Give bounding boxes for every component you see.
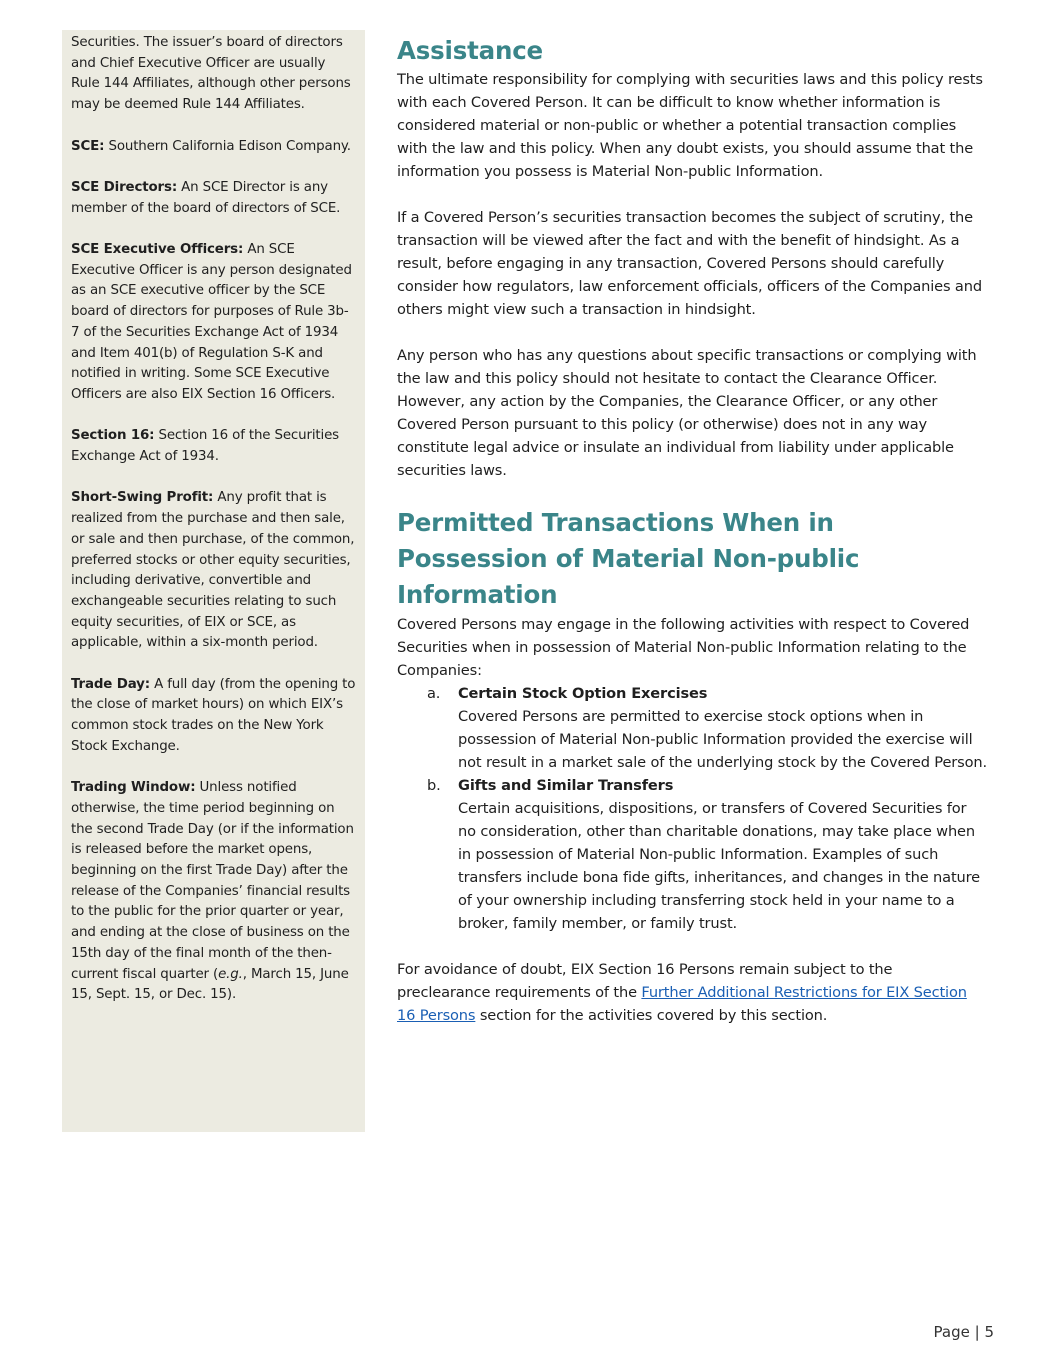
definition-section-16 xyxy=(71,426,356,467)
definition-short-swing-profit xyxy=(71,488,356,654)
definition-sce xyxy=(71,137,356,158)
list-item-title: Gifts and Similar Transfers xyxy=(458,777,674,794)
definition-text: Southern California Edison Company. xyxy=(104,138,351,154)
definition-intro: Securities. The issuer’s board of directors and Chief Executive Officer are usually Rule 144 Affiliates, although other persons may be deemed Rule 144 Affiliates. xyxy=(71,35,351,113)
further-restrictions-link[interactable]: Further Additional Restrictions for EIX Section 16 Persons xyxy=(397,984,967,1024)
definition-text: An SCE Executive Officer is any person designated as an SCE executive officer by the SCE board of directors for purposes of Rule 3b-7 of the Securities Exchange Act of 1934 and Item 401(b) of Regulation S-K and notified in writing. Some SCE Executive Officers are also EIX Section 16 Officers. xyxy=(71,241,352,402)
definition-trading-window xyxy=(71,778,356,1006)
list-item xyxy=(397,774,987,935)
assistance-section xyxy=(397,34,987,482)
assistance-paragraph: Any person who has any questions about specific transactions or complying with the law and this policy should not hesitate to contact the Clearance Officer. However, any action by the Companies, the Clearance Officer, or any other Covered Person pursuant to this policy (or otherwise) does not in any way constitute legal advice or insulate an individual from liability under applicable securities laws. xyxy=(397,347,977,479)
definition-text: Section 16 of the Securities Exchange Act of 1934. xyxy=(71,428,339,464)
definition-term: Section 16: xyxy=(71,428,155,444)
definition-term: SCE Directors: xyxy=(71,179,178,195)
assistance-paragraph: If a Covered Person’s securities transaction becomes the subject of scrutiny, the transaction will be viewed after the fact and with the benefit of hindsight. As a result, before engaging in any transaction, Covered Persons should carefully consider how regulators, law enforcement officials, officers of the Companies and others might view such a transaction in hindsight. xyxy=(397,209,982,318)
definition-text: A full day (from the opening to the close of market hours) on which EIX’s common stock trades on the New York Stock Exchange. xyxy=(71,676,356,754)
definition-eg: e.g. xyxy=(218,966,243,982)
definition-text-end: , March 15, June 15, Sept. 15, or Dec. 15). xyxy=(71,966,349,1003)
permitted-transactions-heading: Permitted Transactions When in Possession of Material Non-public Information xyxy=(397,508,860,609)
list-marker: a. xyxy=(427,685,441,702)
list-item-body: Covered Persons are permitted to exercise stock options when in possession of Material Non-public Information provided the exercise will not result in a market sale of the underlying stock by the Covered Person. xyxy=(458,708,987,771)
permitted-list xyxy=(397,682,987,935)
list-item-title: Certain Stock Option Exercises xyxy=(458,685,708,702)
definition-term: SCE: xyxy=(71,138,105,154)
definition-text: Any profit that is realized from the purchase and then sale, or sale and then purchase, of the common, preferred stocks or other equity securities, including derivative, convertible and exchangeable securities relating to such equity securities, of EIX or SCE, as applicable, within a six-month period. xyxy=(71,490,355,651)
definition-sce-directors xyxy=(71,178,356,219)
assistance-heading: Assistance xyxy=(397,36,543,65)
page-number: Page | 5 xyxy=(933,1323,994,1341)
definition-term: Trade Day: xyxy=(71,676,150,692)
list-item xyxy=(397,682,987,774)
main-content xyxy=(397,34,987,1050)
definition-text: An SCE Director is any member of the board of directors of SCE. xyxy=(71,179,341,216)
closing-text-before: For avoidance of doubt, EIX Section 16 Persons remain subject to the preclearance requirements of the xyxy=(397,961,893,1001)
definition-term: Trading Window: xyxy=(71,780,196,796)
definitions-sidebar xyxy=(62,30,365,1132)
definition-term: SCE Executive Officers: xyxy=(71,241,244,257)
definition-trade-day xyxy=(71,675,356,758)
definition-sce-executive-officers xyxy=(71,240,356,406)
assistance-paragraph: The ultimate responsibility for complying with securities laws and this policy rests with each Covered Person. It can be difficult to know whether information is considered material or non-public or whether a potential transaction complies with the law and this policy. When any doubt exists, you should assume that the information you possess is Material Non-public Information. xyxy=(397,71,983,180)
definition-term: Short-Swing Profit: xyxy=(71,490,214,506)
permitted-intro: Covered Persons may engage in the following activities with respect to Covered Securities when in possession of Material Non-public Information relating to the Companies: xyxy=(397,616,970,679)
list-marker: b. xyxy=(427,777,441,794)
closing-text-after: section for the activities covered by this section. xyxy=(475,1007,828,1024)
permitted-transactions-section xyxy=(397,505,987,1027)
definition-text: Unless notified otherwise, the time period beginning on the second Trade Day (or if the information is released before the market opens, beginning on the first Trade Day) after the release of the Companies’ financial results to the public for the prior quarter or year, and ending at the close of business on the 15th day of the final month of the then-current fiscal quarter ( xyxy=(71,780,354,982)
closing-paragraph xyxy=(397,958,987,1027)
list-item-body: Certain acquisitions, dispositions, or transfers of Covered Securities for no consideration, other than charitable donations, may take place when in possession of Material Non-public Information. Examples of such transfers include bona fide gifts, inheritances, and changes in the nature of your ownership including transferring stock held in your name to a broker, family member, or family trust. xyxy=(458,800,980,932)
